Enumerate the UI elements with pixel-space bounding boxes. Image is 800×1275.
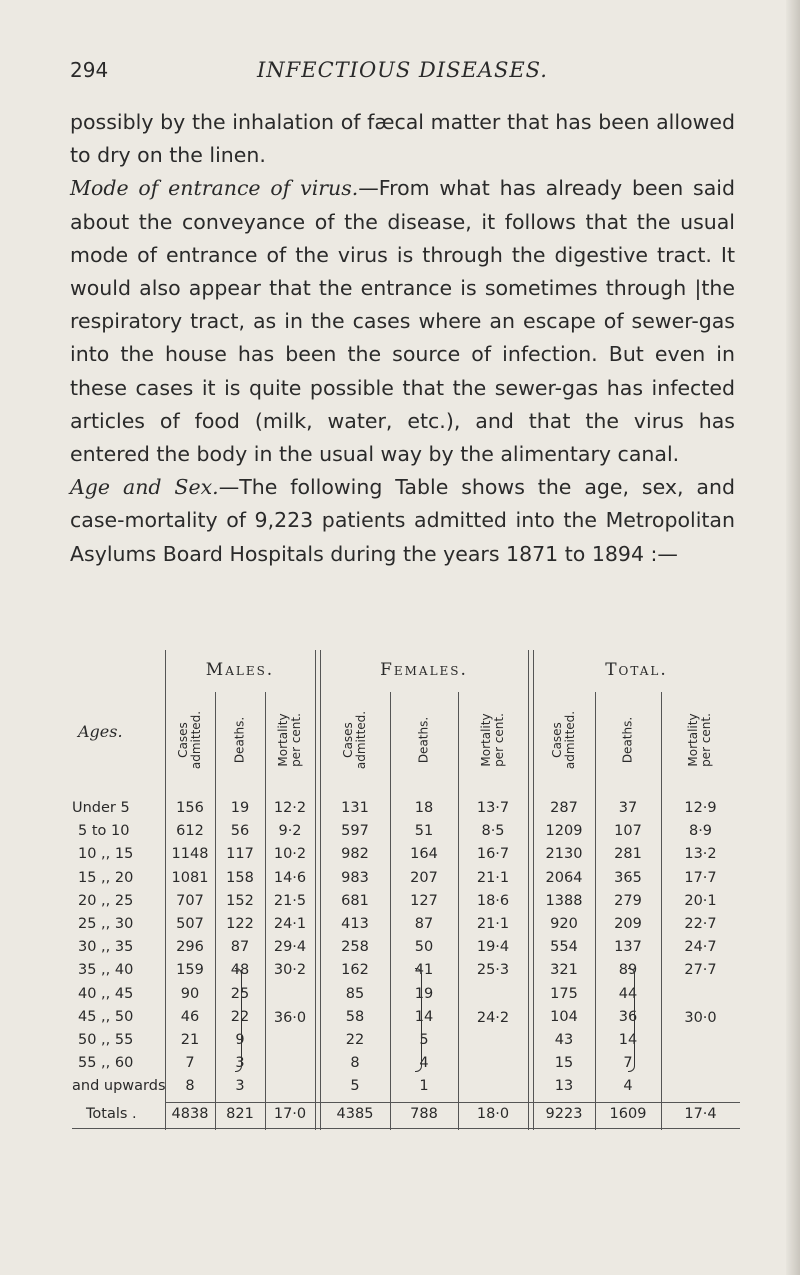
total-cases-cell: 1209 xyxy=(545,823,583,840)
female-cases-cell: 983 xyxy=(341,869,369,886)
female-deaths-cell: 164 xyxy=(410,846,438,863)
male-mortality-cell: 30·2 xyxy=(273,962,307,979)
female-mortality-cell: 21·1 xyxy=(476,916,510,932)
col-header-total-deaths: Deaths. xyxy=(620,716,635,764)
table-row xyxy=(72,846,740,864)
age-range-cell: 30 ,, 35 xyxy=(78,939,134,956)
male-deaths-cell: 9 xyxy=(235,1032,245,1048)
col-header-total-cases: Cases admitted. xyxy=(550,710,577,770)
total-deaths-cell: 89 xyxy=(618,962,638,979)
male-cases-cell: 1081 xyxy=(171,869,209,886)
mortality-brace-females xyxy=(415,968,422,1072)
female-deaths-cell: 1 xyxy=(419,1078,429,1095)
totals-row xyxy=(72,1106,740,1124)
age-range-cell: 5 to 10 xyxy=(78,823,130,840)
totals-male-deaths: 821 xyxy=(226,1106,254,1122)
male-cases-cell: 46 xyxy=(180,1008,200,1025)
female-mortality-cell: 19·4 xyxy=(476,939,510,956)
paragraph-2-text: —From what has already been said about the conveyance of the disease, it follows that the usual mode of entrance of the virus is through the digestive tract. It would also appear that the entrance is sometimes through |the respiratory tract, as in the cases where an escape of sewer-gas into the house has been the source of infection. But even in these cases it is quite possible that the sewer-gas has infected articles of food (milk, water, etc.), and that the virus has entered the body in the usual way by the alimentary canal. xyxy=(70,176,735,467)
male-deaths-cell: 19 xyxy=(230,800,250,816)
table-row xyxy=(72,823,740,841)
totals-male-cases: 4838 xyxy=(171,1106,209,1122)
male-cases-cell: 612 xyxy=(176,823,204,840)
female-deaths-cell: 127 xyxy=(410,892,438,909)
total-mortality-cell: 22·7 xyxy=(684,916,717,932)
total-deaths-cell: 209 xyxy=(614,916,642,932)
total-cases-cell: 43 xyxy=(554,1032,574,1048)
col-header-female-deaths: Deaths. xyxy=(416,716,431,764)
table-row xyxy=(72,962,740,980)
male-deaths-cell: 3 xyxy=(235,1078,245,1095)
female-deaths-cell: 4 xyxy=(419,1055,429,1072)
total-mortality-cell: 13·2 xyxy=(684,846,717,863)
age-range-cell: Under 5 xyxy=(72,800,130,816)
total-deaths-cell: 281 xyxy=(614,846,642,863)
female-cases-cell: 85 xyxy=(345,985,365,1002)
total-cases-cell: 287 xyxy=(550,800,578,816)
age-range-cell: 20 ,, 25 xyxy=(78,892,134,909)
total-deaths-cell: 4 xyxy=(623,1078,633,1095)
total-cases-cell: 554 xyxy=(550,939,578,956)
table-row xyxy=(72,893,740,911)
totals-female-mortality: 18·0 xyxy=(476,1106,510,1122)
total-mortality-cell: 12·9 xyxy=(684,800,717,816)
totals-total-mortality: 17·4 xyxy=(684,1106,717,1122)
total-cases-cell: 13 xyxy=(554,1078,574,1095)
female-deaths-cell: 19 xyxy=(414,985,434,1002)
age-range-cell: 25 ,, 30 xyxy=(78,916,134,932)
paragraph-2 xyxy=(70,172,735,471)
female-deaths-cell: 87 xyxy=(414,916,434,932)
male-mortality-cell: 29·4 xyxy=(273,939,307,956)
age-range-cell: 45 ,, 50 xyxy=(78,1008,134,1025)
male-cases-cell: 21 xyxy=(180,1032,200,1048)
paragraph-3 xyxy=(70,471,735,571)
total-cases-cell: 321 xyxy=(550,962,578,979)
female-cases-cell: 258 xyxy=(341,939,369,956)
total-cases-cell: 175 xyxy=(550,985,578,1002)
age-range-cell: 50 ,, 55 xyxy=(78,1032,134,1048)
male-deaths-cell: 152 xyxy=(226,892,254,909)
table-row xyxy=(72,916,740,934)
totals-total-deaths: 1609 xyxy=(609,1106,647,1122)
female-cases-cell: 413 xyxy=(341,916,369,932)
totals-male-mortality: 17·0 xyxy=(273,1106,307,1122)
female-mortality-cell: 8·5 xyxy=(481,823,505,840)
merged-mortality-females: 24·2 xyxy=(476,1010,510,1026)
mortality-brace-total xyxy=(628,968,635,1072)
group-header-total: Total. xyxy=(605,660,668,680)
female-mortality-cell: 16·7 xyxy=(476,846,510,863)
table-rule xyxy=(165,1102,740,1103)
col-header-female-cases: Cases admitted. xyxy=(341,710,368,770)
table-row xyxy=(72,1055,740,1073)
paragraph-1: possibly by the inhalation of fæcal matter that has been allowed to dry on the linen. xyxy=(70,110,735,168)
male-mortality-cell: 21·5 xyxy=(273,892,307,909)
female-deaths-cell: 18 xyxy=(414,800,434,816)
totals-total-cases: 9223 xyxy=(545,1106,583,1122)
paragraph-3-text: —The following Table shows the age, sex, and case-mortality of 9,223 patients admitted into the Metropolitan Asylums Board Hospitals during the years 1871 to 1894 :— xyxy=(70,475,735,566)
female-cases-cell: 5 xyxy=(350,1078,360,1095)
table-row xyxy=(72,1078,740,1096)
female-mortality-cell: 21·1 xyxy=(476,869,510,886)
total-deaths-cell: 36 xyxy=(618,1008,638,1025)
body-text xyxy=(70,106,735,571)
total-deaths-cell: 137 xyxy=(614,939,642,956)
female-mortality-cell: 13·7 xyxy=(476,800,510,816)
total-cases-cell: 1388 xyxy=(545,892,583,909)
age-range-cell: 15 ,, 20 xyxy=(78,869,134,886)
male-cases-cell: 7 xyxy=(185,1055,195,1072)
table-row xyxy=(72,986,740,1004)
group-header-males: Males. xyxy=(205,660,275,680)
group-header-females: Females. xyxy=(380,660,468,680)
male-deaths-cell: 122 xyxy=(226,916,254,932)
male-deaths-cell: 3 xyxy=(235,1055,245,1072)
male-deaths-cell: 87 xyxy=(230,939,250,956)
total-mortality-cell: 20·1 xyxy=(684,892,717,909)
section-heading-mode-of-entrance: Mode of entrance of virus. xyxy=(70,176,359,201)
page-header xyxy=(70,58,735,88)
female-mortality-cell: 25·3 xyxy=(476,962,510,979)
mortality-brace-males xyxy=(235,968,242,1072)
total-cases-cell: 2130 xyxy=(545,846,583,863)
totals-female-cases: 4385 xyxy=(336,1106,374,1122)
running-title: INFECTIOUS DISEASES. xyxy=(257,58,548,82)
female-deaths-cell: 14 xyxy=(414,1008,434,1025)
male-cases-cell: 296 xyxy=(176,939,204,956)
total-deaths-cell: 365 xyxy=(614,869,642,886)
table-row xyxy=(72,939,740,957)
total-cases-cell: 920 xyxy=(550,916,578,932)
age-range-cell: 10 ,, 15 xyxy=(78,846,134,863)
totals-label: Totals . xyxy=(86,1106,137,1122)
ages-column-header: Ages. xyxy=(78,722,123,741)
male-deaths-cell: 48 xyxy=(230,962,250,979)
merged-mortality-males: 36·0 xyxy=(273,1010,307,1026)
male-cases-cell: 156 xyxy=(176,800,204,816)
total-deaths-cell: 7 xyxy=(623,1055,633,1072)
male-mortality-cell: 14·6 xyxy=(273,869,307,886)
col-header-female-mortality: Mortality per cent. xyxy=(479,713,506,767)
section-heading-age-and-sex: Age and Sex. xyxy=(70,475,219,500)
totals-female-deaths: 788 xyxy=(410,1106,438,1122)
col-header-male-cases: Cases admitted. xyxy=(176,710,203,770)
age-range-cell: and upwards xyxy=(72,1078,166,1095)
total-deaths-cell: 279 xyxy=(614,892,642,909)
female-cases-cell: 22 xyxy=(345,1032,365,1048)
male-cases-cell: 707 xyxy=(176,892,204,909)
female-cases-cell: 681 xyxy=(341,892,369,909)
male-cases-cell: 159 xyxy=(176,962,204,979)
male-mortality-cell: 24·1 xyxy=(273,916,307,932)
male-mortality-cell: 9·2 xyxy=(278,823,302,840)
female-mortality-cell: 18·6 xyxy=(476,892,510,909)
female-cases-cell: 982 xyxy=(341,846,369,863)
page-edge-shadow xyxy=(786,0,800,1275)
male-cases-cell: 90 xyxy=(180,985,200,1002)
table-row xyxy=(72,1032,740,1050)
total-cases-cell: 2064 xyxy=(545,869,583,886)
total-deaths-cell: 14 xyxy=(618,1032,638,1048)
total-mortality-cell: 8·9 xyxy=(688,823,713,840)
male-mortality-cell: 12·2 xyxy=(273,800,307,816)
male-cases-cell: 507 xyxy=(176,916,204,932)
female-cases-cell: 162 xyxy=(341,962,369,979)
female-deaths-cell: 50 xyxy=(414,939,434,956)
male-deaths-cell: 158 xyxy=(226,869,254,886)
male-deaths-cell: 56 xyxy=(230,823,250,840)
female-cases-cell: 597 xyxy=(341,823,369,840)
total-deaths-cell: 107 xyxy=(614,823,642,840)
male-deaths-cell: 117 xyxy=(226,846,254,863)
merged-mortality-total: 30·0 xyxy=(684,1010,717,1026)
table-row xyxy=(72,800,740,818)
col-header-male-mortality: Mortality per cent. xyxy=(276,713,303,767)
male-mortality-cell: 10·2 xyxy=(273,846,307,863)
male-deaths-cell: 22 xyxy=(230,1008,250,1025)
age-range-cell: 40 ,, 45 xyxy=(78,985,134,1002)
age-range-cell: 55 ,, 60 xyxy=(78,1055,134,1072)
male-cases-cell: 8 xyxy=(185,1078,195,1095)
total-mortality-cell: 24·7 xyxy=(684,939,717,956)
table-rule xyxy=(72,1128,740,1129)
female-cases-cell: 131 xyxy=(341,800,369,816)
female-deaths-cell: 41 xyxy=(414,962,434,979)
male-cases-cell: 1148 xyxy=(171,846,209,863)
col-header-male-deaths: Deaths. xyxy=(232,716,247,764)
table-row xyxy=(72,1009,740,1027)
female-cases-cell: 58 xyxy=(345,1008,365,1025)
age-range-cell: 35 ,, 40 xyxy=(78,962,134,979)
page-number: 294 xyxy=(70,58,109,82)
total-deaths-cell: 44 xyxy=(618,985,638,1002)
male-deaths-cell: 25 xyxy=(230,985,250,1002)
table-row xyxy=(72,870,740,888)
female-deaths-cell: 5 xyxy=(419,1032,429,1048)
total-deaths-cell: 37 xyxy=(618,800,638,816)
female-deaths-cell: 207 xyxy=(410,869,438,886)
col-header-total-mortality: Mortality per cent. xyxy=(686,713,713,767)
age-sex-mortality-table xyxy=(72,650,740,1130)
total-cases-cell: 15 xyxy=(554,1055,574,1072)
total-mortality-cell: 17·7 xyxy=(684,869,717,886)
female-deaths-cell: 51 xyxy=(414,823,434,840)
total-cases-cell: 104 xyxy=(550,1008,578,1025)
female-cases-cell: 8 xyxy=(350,1055,360,1072)
total-mortality-cell: 27·7 xyxy=(684,962,717,979)
